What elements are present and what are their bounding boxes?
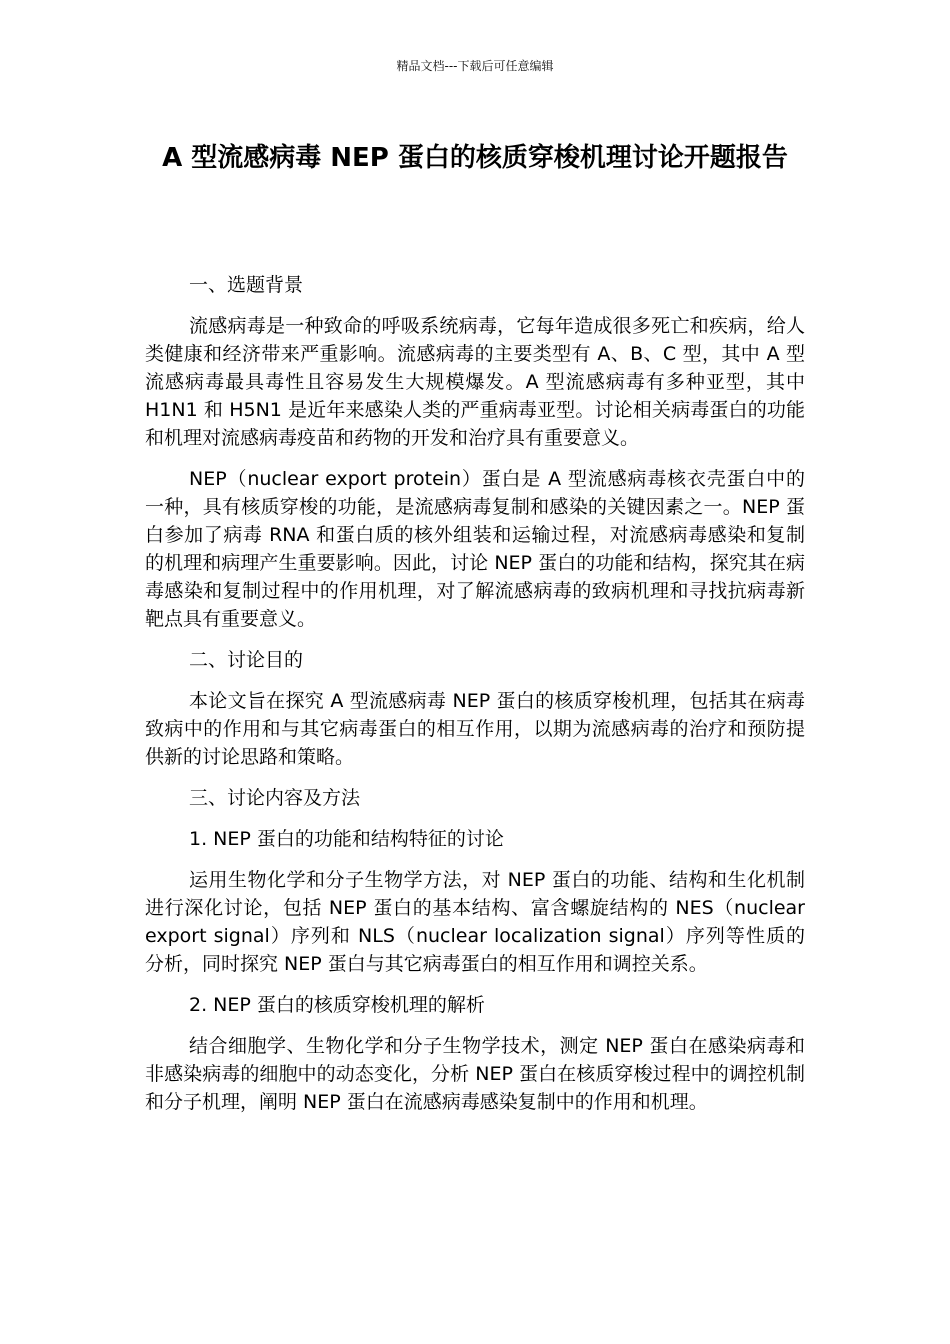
- paragraph-purpose-1: 本论文旨在探究 A 型流感病毒 NEP 蛋白的核质穿梭机理，包括其在病毒致病中的作用和与其它病毒蛋白的相互作用，以期为流感病毒的治疗和预防提供新的讨论思路和策略。: [145, 690, 805, 768]
- section-heading-purpose: 二、讨论目的: [189, 649, 304, 671]
- document-body: [145, 271, 805, 1129]
- subsection-heading-nep-shuttle: 2. NEP 蛋白的核质穿梭机理的解析: [189, 994, 485, 1016]
- paragraph-nep-structure: 运用生物化学和分子生物学方法，对 NEP 蛋白的功能、结构和生化机制进行深化讨论，包括 NEP 蛋白的基本结构、富含螺旋结构的 NES（nuclear export signal）序列和 NLS（nuclear localization signal）序列等性质的分析，同时探究 NEP 蛋白与其它病毒蛋白的相互作用和调控关系。: [145, 869, 805, 975]
- section-heading-methods: 三、讨论内容及方法: [189, 787, 361, 809]
- paragraph-nep-shuttle: 结合细胞学、生物化学和分子生物学技术，测定 NEP 蛋白在感染病毒和非感染病毒的细胞中的动态变化，分析 NEP 蛋白在核质穿梭过程中的调控机制和分子机理，阐明 NEP 蛋白在流感病毒感染复制中的作用和机理。: [145, 1035, 805, 1113]
- document-title: A 型流感病毒 NEP 蛋白的核质穿梭机理讨论开题报告: [162, 143, 788, 173]
- page-header-watermark: 精品文档---下载后可任意编辑: [396, 59, 554, 73]
- section-heading-background: 一、选题背景: [189, 274, 304, 296]
- subsection-heading-nep-structure: 1. NEP 蛋白的功能和结构特征的讨论: [189, 828, 504, 850]
- paragraph-background-2: NEP（nuclear export protein）蛋白是 A 型流感病毒核衣壳蛋白中的一种，具有核质穿梭的功能，是流感病毒复制和感染的关键因素之一。NEP 蛋白参加了病毒 RNA 和蛋白质的核外组装和运输过程，对流感病毒感染和复制的机理和病理产生重要影响。因此，讨论 NEP 蛋白的功能和结构，探究其在病毒感染和复制过程中的作用机理，对了解流感病毒的致病机理和寻找抗病毒新靶点具有重要意义。: [145, 468, 805, 630]
- paragraph-background-1: 流感病毒是一种致命的呼吸系统病毒，它每年造成很多死亡和疾病，给人类健康和经济带来严重影响。流感病毒的主要类型有 A、B、C 型，其中 A 型流感病毒最具毒性且容易发生大规模爆发。A 型流感病毒有多种亚型，其中 H1N1 和 H5N1 是近年来感染人类的严重病毒亚型。讨论相关病毒蛋白的功能和机理对流感病毒疫苗和药物的开发和治疗具有重要意义。: [145, 315, 805, 449]
